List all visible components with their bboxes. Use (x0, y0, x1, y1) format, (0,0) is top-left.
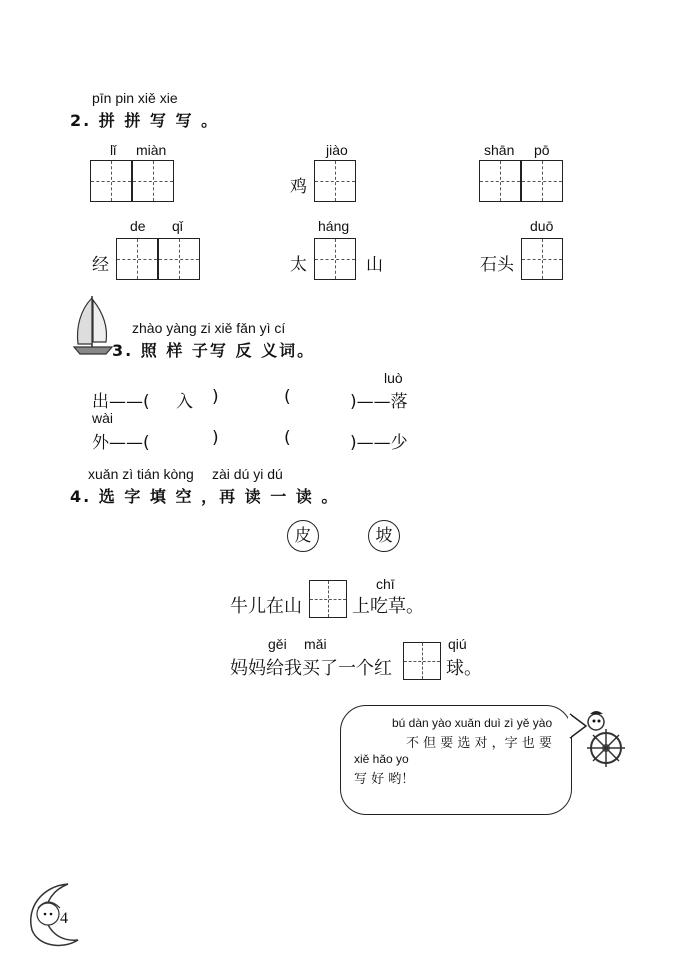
q3-r1-answer: 入 (176, 392, 193, 412)
bubble-pinyin1: bú dàn yào xuǎn duì zì yě yào (392, 716, 553, 730)
writing-box[interactable] (158, 238, 200, 280)
q4-s2-pinyin-b: mǎi (304, 636, 327, 652)
q4-s1-after: 上吃草。 (352, 596, 424, 617)
bubble-line1: 不 但 要 选 对 ，字 也 要 (406, 736, 552, 751)
q4-title: 4. 选 字 填 空 ，再 读 一 读 。 (70, 487, 340, 506)
q2-pinyin: pīn pin xiě xie (92, 90, 178, 106)
q2-r1-c-pinyin2: pō (534, 142, 550, 158)
q4-s1-after-pinyin: chī (376, 576, 395, 592)
writing-box[interactable] (521, 238, 563, 280)
q3-r2-right: )——少 (350, 433, 408, 453)
q2-r1-b-pinyin: jiào (326, 142, 348, 158)
q2-r2-b-suffix: 山 (366, 255, 383, 275)
q2-r2-a-pinyin: de (130, 218, 146, 234)
writing-box[interactable] (314, 160, 356, 202)
q2-r1-b-prefix: 鸡 (290, 177, 307, 197)
q3-r1-right-pinyin: luò (384, 370, 403, 386)
q3-r2-left-pinyin: wài (92, 410, 114, 426)
q2-r2-a-prefix: 经 (92, 255, 109, 275)
fill-blank-box[interactable] (309, 580, 347, 618)
q3-r1-open2: ( (284, 387, 291, 407)
q4-pinyin2: zài dú yi dú (212, 466, 283, 482)
q3-r2-left: 外——( (92, 433, 150, 453)
q4-s2-before: 妈妈给我买了一个红 (230, 658, 392, 679)
q4-s2-pinyin-a: gěi (268, 636, 287, 652)
q2-r2-a-pinyin2: qǐ (172, 218, 183, 234)
q2-r1-c-pinyin: shān (484, 142, 515, 158)
q2-r2-b-prefix: 太 (290, 255, 307, 275)
q3-title: 3. 照 样 子写 反 义词。 (112, 341, 316, 360)
q2-r1-a-pinyin: lǐ (110, 142, 117, 158)
bubble-line2: 写 好 哟！ (354, 772, 415, 787)
choice-po[interactable]: 坡 (368, 520, 400, 552)
writing-box[interactable] (116, 238, 158, 280)
q4-s2-after: 球。 (446, 658, 482, 679)
q4-s1-before: 牛儿在山 (230, 596, 302, 617)
q2-r1-a-pinyin2: miàn (136, 142, 167, 158)
choice-pi[interactable]: 皮 (287, 520, 319, 552)
writing-box[interactable] (132, 160, 174, 202)
q2-r2-b-pinyin: háng (318, 218, 350, 234)
q3-r2-close: ) (212, 428, 219, 448)
writing-box[interactable] (90, 160, 132, 202)
q2-r2-c-prefix: 石头 (480, 255, 514, 275)
fill-blank-box[interactable] (403, 642, 441, 680)
q2-title: 2. 拼 拼 写 写 。 (70, 111, 220, 130)
writing-box[interactable] (521, 160, 563, 202)
q3-r1-close: ) (212, 387, 219, 407)
q2-r2-c-pinyin: duō (530, 218, 554, 234)
q3-r1-right: )——落 (350, 392, 408, 412)
bubble-pinyin2: xiě hǎo yo (354, 752, 409, 766)
q3-r2-open2: ( (284, 428, 291, 448)
q4-s2-after-pinyin: qiú (448, 636, 467, 652)
page-number: 4 (60, 910, 68, 927)
writing-box[interactable] (314, 238, 356, 280)
writing-box[interactable] (479, 160, 521, 202)
moon-icon (18, 878, 90, 950)
q3-pinyin: zhào yàng zi xiě fǎn yì cí (132, 320, 286, 336)
sailboat-icon (70, 292, 116, 358)
q4-pinyin1: xuǎn zì tián kòng (88, 466, 194, 482)
sailor-wheel-icon (578, 708, 628, 770)
q3-r1-left: 出——( (92, 392, 150, 412)
